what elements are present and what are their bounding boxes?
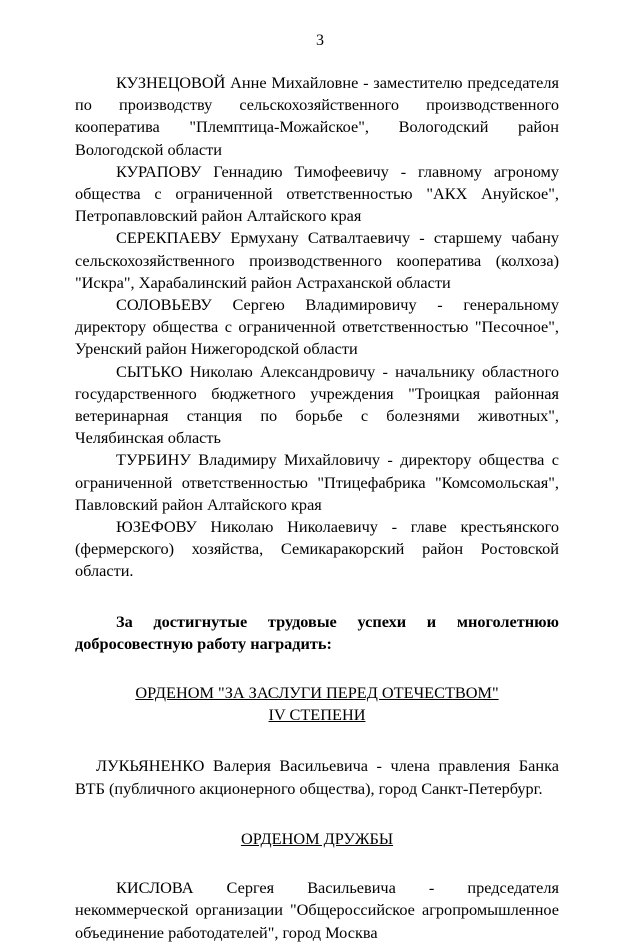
order-heading: ОРДЕНОМ "ЗА ЗАСЛУГИ ПЕРЕД ОТЕЧЕСТВОМ": [135, 683, 499, 703]
award-entry: СОЛОВЬЕВУ Сергею Владимировичу - генеральному директору общества с ограниченной ответственностью "Песочное", Уренский район Нижегородской области: [75, 295, 559, 359]
order-heading-degree: IV СТЕПЕНИ: [268, 705, 366, 725]
award-entry: ЮЗЕФОВУ Николаю Николаевичу - главе крестьянского (фермерского) хозяйства, Семикаракорский район Ростовской области.: [75, 517, 559, 581]
order-heading: ОРДЕНОМ ДРУЖБЫ: [240, 828, 394, 848]
page-number: 3: [316, 32, 324, 49]
award-entry: ТУРБИНУ Владимиру Михайловичу - директору общества с ограниченной ответственностью "Птицефабрика "Комсомольская", Павловский район Алтайского края: [75, 450, 559, 514]
award-entry: КУРАПОВУ Геннадию Тимофеевичу - главному агроному общества с ограниченной ответственностью "АКХ Ануйское", Петропавловский район Алтайского края: [75, 161, 559, 226]
award-entry: СЕРЕКПАЕВУ Ермухану Сатвалтаевичу - старшему чабану сельскохозяйственного производственного кооператива (колхоза) "Искра", Харабалинский район Астраханской области: [75, 228, 559, 292]
award-recipient: КИСЛОВА Сергея Васильевича - председателя некоммерческой организации "Общероссийское агропромышленное объединение работодателей", город Москва: [75, 878, 559, 942]
document-body: [75, 72, 559, 944]
award-recipient: ЛУКЬЯНЕНКО Валерия Васильевича - члена правления Банка ВТБ (публичного акционерного общества), город Санкт-Петербург.: [75, 756, 559, 798]
decree-statement: За достигнутые трудовые успехи и многолетнюю добросовестную работу наградить:: [75, 611, 559, 653]
award-entry: СЫТЬКО Николаю Александровичу - начальнику областного государственного бюджетного учреждения "Троицкая районная ветеринарная станция по борьбе с болезнями животных", Челябинская область: [75, 361, 559, 448]
award-entry: КУЗНЕЦОВОЙ Анне Михайловне - заместителю председателя по производству сельскохозяйственного производственного кооператива "Племптица-Можайское", Вологодский район Вологодской области: [75, 73, 559, 159]
